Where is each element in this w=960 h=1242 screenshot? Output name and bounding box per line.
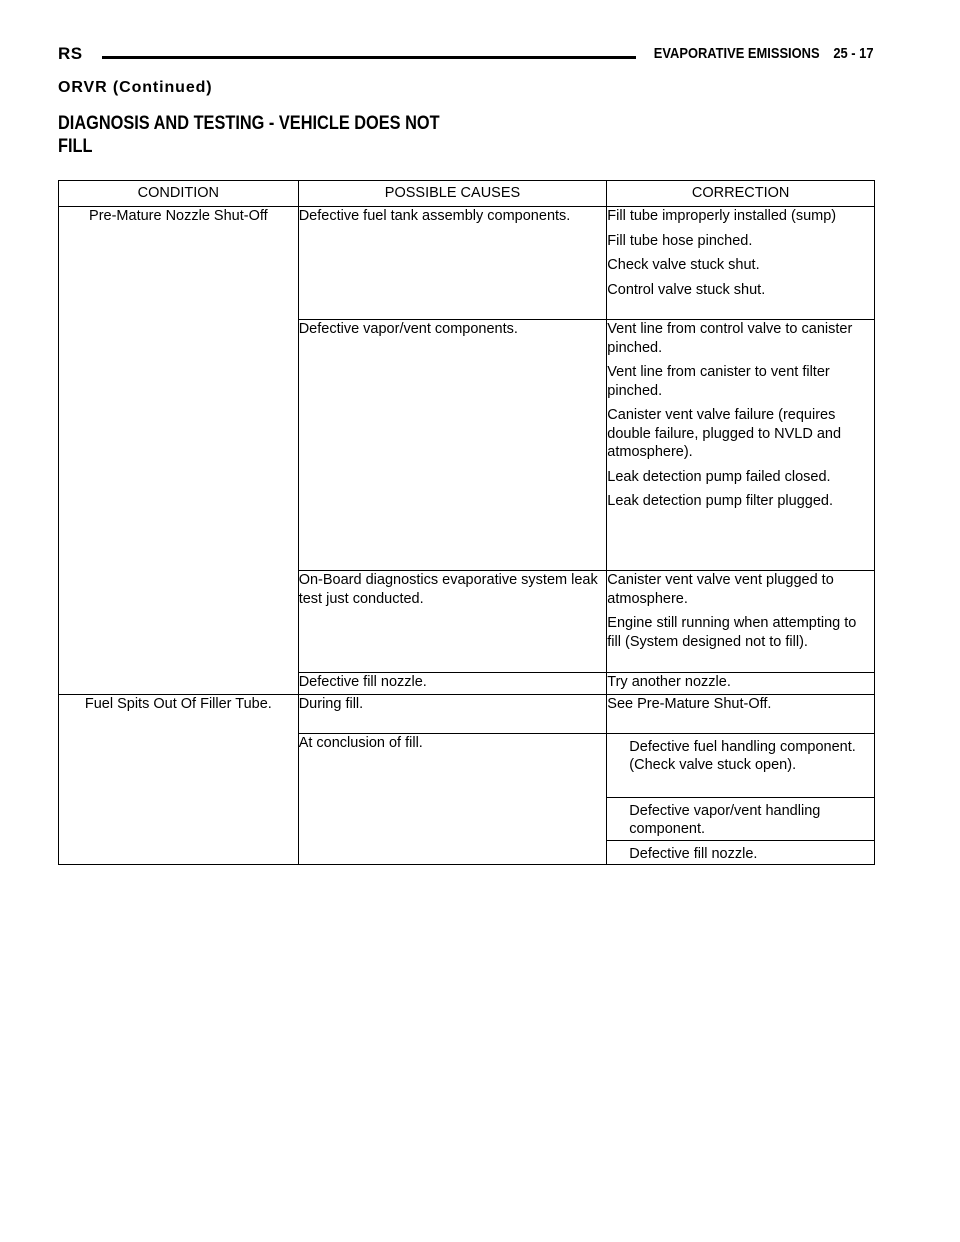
cause-cell: At conclusion of fill. (298, 733, 607, 864)
correction-item: Fill tube improperly installed (sump) (607, 208, 837, 224)
continued-heading: ORVR (Continued) (58, 79, 213, 96)
table-header-row (59, 181, 875, 207)
cause-cell: During fill. (298, 694, 607, 733)
correction-item: Vent line from canister to vent filter pinched. (607, 364, 830, 399)
cause-cell: On-Board diagnostics evaporative system leak test just conducted. (298, 571, 607, 673)
correction-item: Leak detection pump failed closed. (607, 468, 831, 485)
correction-cell (607, 673, 875, 695)
condition-cell: Pre-Mature Nozzle Shut-Off (59, 207, 299, 695)
correction-item: Try another nozzle. (607, 674, 731, 690)
correction-cell (607, 733, 875, 864)
correction-item: Defective fill nozzle. (629, 845, 758, 862)
correction-item: See Pre-Mature Shut-Off. (607, 695, 772, 712)
section-title: DIAGNOSIS AND TESTING - VEHICLE DOES NOT FILL (58, 113, 440, 157)
header-page-number: 25 - 17 (833, 45, 874, 62)
correction-item: Defective fuel handling component. (Check valve stuck open). (607, 734, 874, 798)
column-header-correction: CORRECTION (607, 181, 875, 207)
header-section-title: EVAPORATIVE EMISSIONS (654, 45, 821, 62)
correction-cell (607, 694, 875, 733)
correction-item: Defective vapor/vent handling component. (607, 798, 874, 841)
correction-item: Engine still running when attempting to fill (System designed not to fill). (607, 615, 857, 650)
header-rule (102, 56, 636, 59)
cause-cell: Defective vapor/vent components. (298, 320, 607, 571)
condition-cell: Fuel Spits Out Of Filler Tube. (59, 694, 299, 864)
correction-item: Check valve stuck shut. (607, 257, 760, 273)
header-section-info (654, 45, 874, 62)
diagnosis-table (58, 180, 875, 865)
correction-cell (607, 207, 875, 320)
page-header (58, 44, 874, 70)
cause-cell: Defective fill nozzle. (298, 673, 607, 695)
table-row (59, 694, 875, 733)
header-model-code: RS (58, 44, 83, 63)
cause-cell: Defective fuel tank assembly components. (298, 207, 607, 320)
correction-item: Leak detection pump filter plugged. (607, 493, 833, 509)
correction-item: Control valve stuck shut. (607, 281, 766, 298)
correction-item: Vent line from control valve to canister pinched. (607, 321, 853, 356)
correction-cell (607, 320, 875, 571)
table-row (59, 207, 875, 320)
column-header-causes: POSSIBLE CAUSES (298, 181, 607, 207)
correction-cell (607, 571, 875, 673)
correction-item: Canister vent valve vent plugged to atmosphere. (607, 572, 834, 607)
correction-item: Fill tube hose pinched. (607, 232, 753, 249)
column-header-condition: CONDITION (59, 181, 299, 207)
correction-item: Canister vent valve failure (requires double failure, plugged to NVLD and atmosphere). (607, 407, 842, 460)
